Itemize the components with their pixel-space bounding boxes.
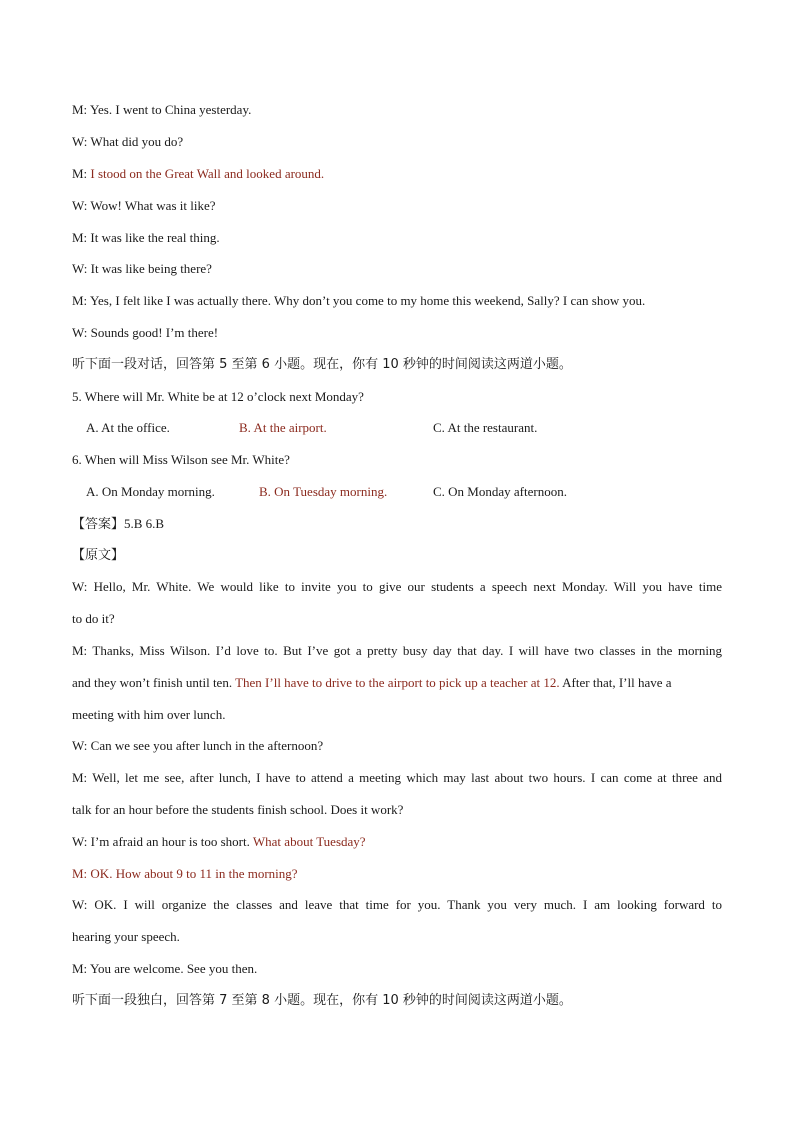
speaker-label: M: xyxy=(72,230,88,245)
option-b: B. At the airport. xyxy=(239,420,327,435)
answer-line xyxy=(72,515,722,534)
dialogue-text: Yes. I went to China yesterday. xyxy=(89,102,252,117)
transcript-line xyxy=(72,674,722,692)
option-c: C. On Monday afternoon. xyxy=(433,484,567,499)
dialogue-text: What did you do? xyxy=(90,134,184,149)
transcript-line-highlighted: M: OK. How about 9 to 11 in the morning? xyxy=(72,866,298,881)
question-stem: 6. When will Miss Wilson see Mr. White? xyxy=(72,452,290,467)
highlighted-text: What about Tuesday? xyxy=(252,834,366,849)
transcript-line: W: OK. I will organize the classes and leave that time for you. Thank you very much. I am looking forward to xyxy=(72,897,722,912)
speaker-label: W: xyxy=(72,198,88,213)
transcript-line: talk for an hour before the students finish school. Does it work? xyxy=(72,802,404,817)
section-instruction: 听下面一段独白，回答第 7 至第 8 小题。现在，你有 10 秒钟的时间阅读这两道小题。 xyxy=(72,993,572,1008)
transcript-text: After that, I’ll have a xyxy=(559,675,672,690)
transcript-text: and they won’t finish until ten. xyxy=(72,675,236,690)
dialogue-text: Sounds good! I’m there! xyxy=(90,325,219,340)
dialogue-line xyxy=(72,324,722,342)
speaker-label: W: xyxy=(72,134,88,149)
dialogue-text: It was like the real thing. xyxy=(90,230,220,245)
transcript-line xyxy=(72,833,722,851)
dialogue-line xyxy=(72,165,722,183)
transcript-line: meeting with him over lunch. xyxy=(72,707,226,722)
transcript-line: M: Well, let me see, after lunch, I have to attend a meeting which may last about two hours. I can come at three and xyxy=(72,770,722,785)
transcript-line: W: Can we see you after lunch in the afternoon? xyxy=(72,738,324,753)
dialogue-line xyxy=(72,292,722,310)
transcript-line: M: You are welcome. See you then. xyxy=(72,961,258,976)
option-a: A. On Monday morning. xyxy=(86,484,215,499)
option-c: C. At the restaurant. xyxy=(433,420,538,435)
dialogue-line xyxy=(72,197,722,215)
dialogue-line xyxy=(72,101,722,119)
highlighted-text: Then I’ll have to drive to the airport to pick up a teacher at 12. xyxy=(235,675,560,690)
speaker-label: M: xyxy=(72,102,88,117)
transcript-text: W: I’m afraid an hour is too short. xyxy=(72,834,253,849)
transcript-line: W: Hello, Mr. White. We would like to invite you to give our students a speech next Monday. Will you have time xyxy=(72,579,722,594)
answer-label: 【答案】 xyxy=(72,517,125,532)
speaker-label: M: xyxy=(72,166,88,181)
speaker-label: W: xyxy=(72,261,88,276)
dialogue-text: Yes, I felt like I was actually there. Why don’t you come to my home this weekend, Sally? I can show you. xyxy=(89,293,646,308)
transcript-line: hearing your speech. xyxy=(72,929,180,944)
dialogue-line xyxy=(72,229,722,247)
option-b: B. On Tuesday morning. xyxy=(259,484,388,499)
question-stem: 5. Where will Mr. White be at 12 o’clock next Monday? xyxy=(72,389,364,404)
original-label: 【原文】 xyxy=(72,548,125,563)
transcript-line: M: Thanks, Miss Wilson. I’d love to. But I’ve got a pretty busy day that day. I will have two classes in the morning xyxy=(72,643,722,658)
dialogue-text: Wow! What was it like? xyxy=(90,198,216,213)
transcript-line: to do it? xyxy=(72,611,115,626)
option-a: A. At the office. xyxy=(86,420,170,435)
answer-value: 5.B 6.B xyxy=(124,516,165,531)
speaker-label: M: xyxy=(72,293,88,308)
section-instruction: 听下面一段对话，回答第 5 至第 6 小题。现在，你有 10 秒钟的时间阅读这两道小题。 xyxy=(72,357,572,372)
dialogue-line xyxy=(72,260,722,278)
speaker-label: W: xyxy=(72,325,88,340)
dialogue-line xyxy=(72,133,722,151)
highlighted-text: I stood on the Great Wall and looked around. xyxy=(90,166,325,181)
dialogue-text: It was like being there? xyxy=(90,261,212,276)
